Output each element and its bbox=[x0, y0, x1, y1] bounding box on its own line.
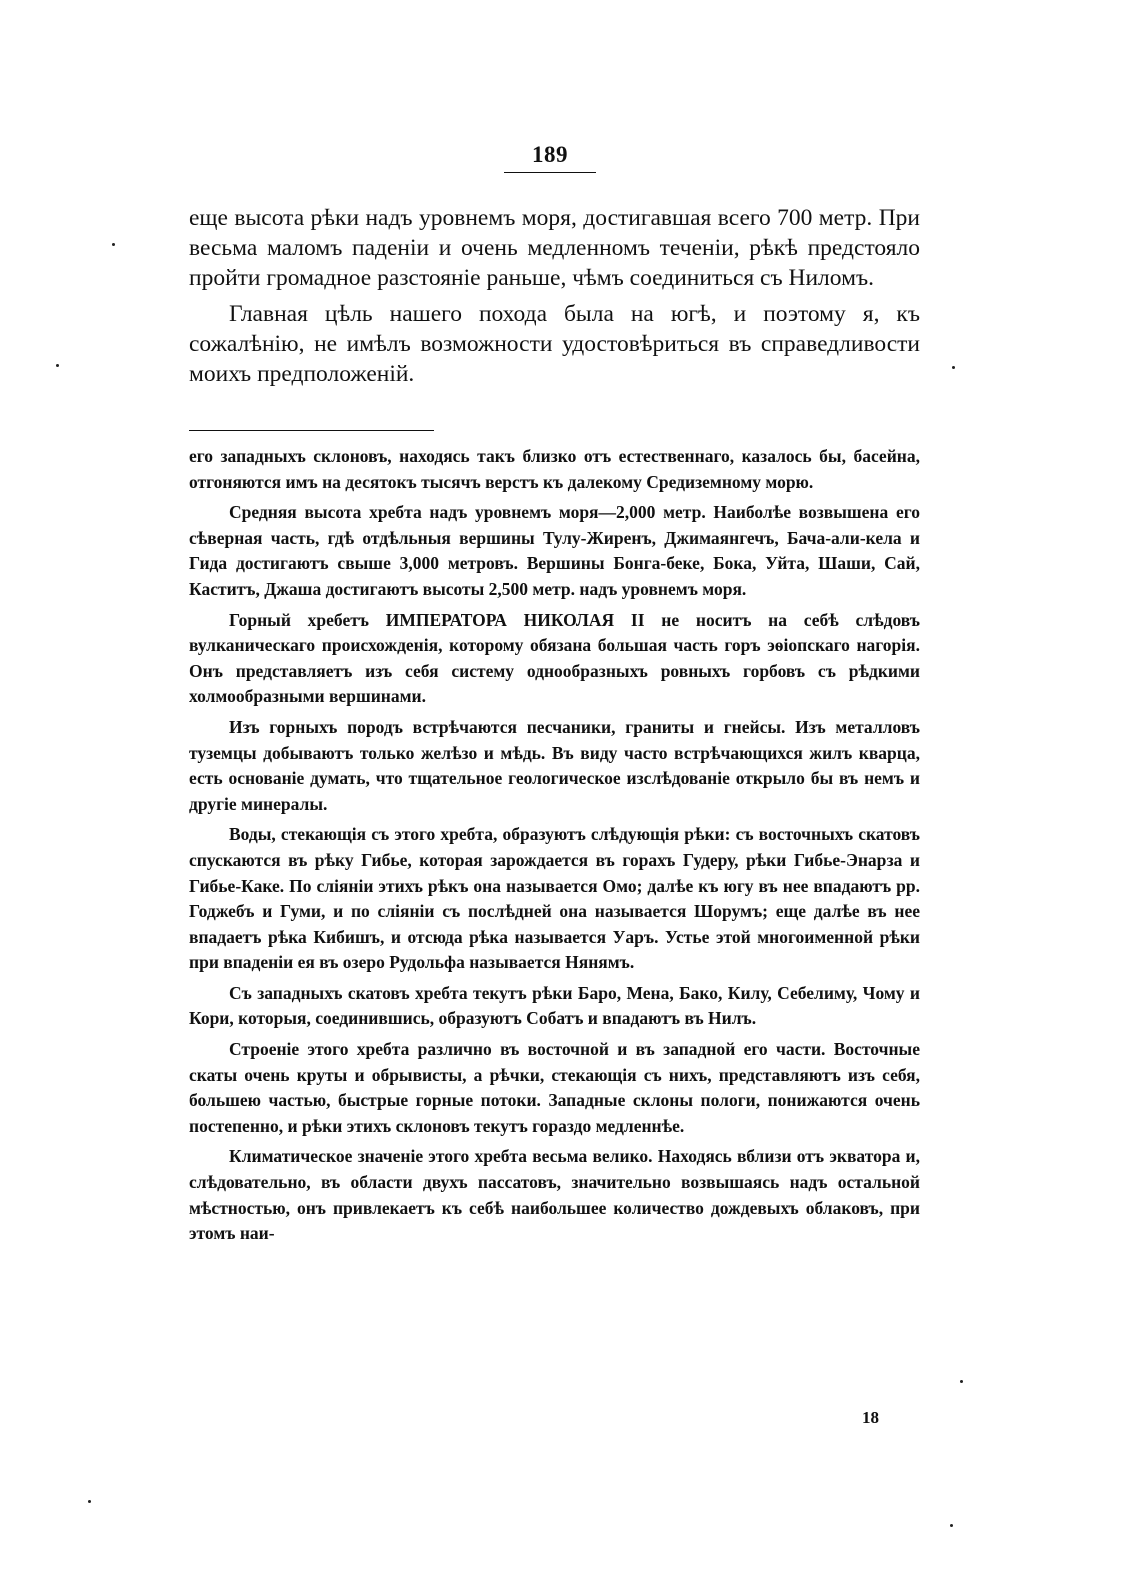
scan-speck bbox=[56, 364, 59, 367]
scan-speck bbox=[112, 243, 115, 246]
footnote-paragraph: Изъ горныхъ породъ встрѣчаются песчаники, граниты и гнейсы. Изъ металловъ туземцы добываютъ только желѣзо и мѣдь. Въ виду часто встрѣчающихся жилъ кварца, есть основанiе думать, что тщательное геологическое изслѣдованiе открыло бы въ немъ и другiе минералы. bbox=[189, 716, 920, 814]
scan-speck bbox=[960, 1380, 963, 1383]
footnote-paragraph: Средняя высота хребта надъ уровнемъ моря—2,000 метр. Наиболѣе возвышена его сѣверная часть, гдѣ отдѣльныя вершины Тулу-Жиренъ, Джимаянгечъ, Бача-али-кела и Гида достигаютъ свыше 3,000 метровъ. Вершины Бонга-беке, Бока, Уйта, Шаши, Сай, Каститъ, Джаша достигаютъ высоты 2,500 метр. надъ уровнемъ моря. bbox=[189, 502, 920, 599]
scan-speck bbox=[88, 1500, 91, 1503]
scan-speck bbox=[950, 1524, 953, 1527]
main-paragraph: Главная цѣль нашего похода была на югѣ, и поэтому я, къ сожалѣнiю, не имѣлъ возможности удостовѣриться въ справедливости моихъ предположенiй. bbox=[189, 301, 920, 387]
footnote-paragraph: Строенiе этого хребта различно въ восточной и въ западной его части. Восточные скаты очень круты и обрывисты, а рѣчки, стекающiя съ нихъ, представляютъ изъ себя, большею частью, быстрые горные потоки. Западные склоны пологи, понижаются очень постепенно, и рѣки этихъ склоновъ текутъ гораздо медленнѣе. bbox=[189, 1039, 920, 1136]
main-paragraph: еще высота рѣки надъ уровнемъ моря, достигавшая всего 700 метр. При весьма маломъ паденiи и очень медленномъ теченiи, рѣкѣ предстояло пройти громадное разстоянiе раньше, чѣмъ соединиться съ Ниломъ. bbox=[189, 205, 920, 291]
page-number: 189 bbox=[532, 142, 568, 167]
scan-speck bbox=[952, 366, 955, 369]
footnote-paragraph: Воды, стекающiя съ этого хребта, образуютъ слѣдующiя рѣки: съ восточныхъ скатовъ спускаются въ рѣку Гибье, которая зарождается въ горахъ Гудеру, рѣки Гибье-Энарза и Гибье-Каке. По сліянiи этихъ рѣкъ она называется Омо; далѣе къ югу въ нее впадаютъ рр. Годжебъ и Гуми, и по слiянiи съ послѣдней она называется Шорумъ; еще далѣе въ нее впадаетъ рѣка Кибишъ, и отсюда рѣка называется Уаръ. Устье этой многоименной рѣки при впаденiи ея въ озеро Рудольфа называется Нянямъ. bbox=[189, 824, 920, 973]
main-text bbox=[189, 203, 920, 389]
page-number-rule bbox=[504, 172, 596, 173]
signature-mark: 18 bbox=[862, 1408, 879, 1427]
footnote-paragraph: Горный хребетъ ИМПЕРАТОРА НИКОЛАЯ II не носитъ на себѣ слѣдовъ вулканическаго происхожденiя, которому обязана большая часть горъ эѳiопскаго нагорiя. Онъ представляетъ изъ себя систему однообразныхъ ровныхъ горбовъ съ рѣдкими холмообразными вершинами. bbox=[189, 609, 920, 707]
footnote-text bbox=[189, 444, 920, 1247]
footnote-paragraph: Съ западныхъ скатовъ хребта текутъ рѣки Баро, Мена, Бако, Килу, Себелиму, Чому и Кори, которыя, соединившись, образуютъ Собатъ и впадаютъ въ Нилъ. bbox=[189, 982, 920, 1029]
footnote-paragraph: его западныхъ склоновъ, находясь такъ близко отъ естественнаго, казалось бы, басейна, отгоняются имъ на десятокъ тысячъ верстъ къ далекому Средиземному морю. bbox=[189, 446, 920, 492]
footnote-rule bbox=[189, 430, 434, 431]
footnote-paragraph: Климатическое значенiе этого хребта весьма велико. Находясь вблизи отъ экватора и, слѣдовательно, въ области двухъ пассатовъ, значительно возвышаясь надъ остальной мѣстностью, онъ привлекаетъ къ себѣ наибольшее количество дождевыхъ облаковъ, при этомъ наи- bbox=[189, 1146, 920, 1244]
